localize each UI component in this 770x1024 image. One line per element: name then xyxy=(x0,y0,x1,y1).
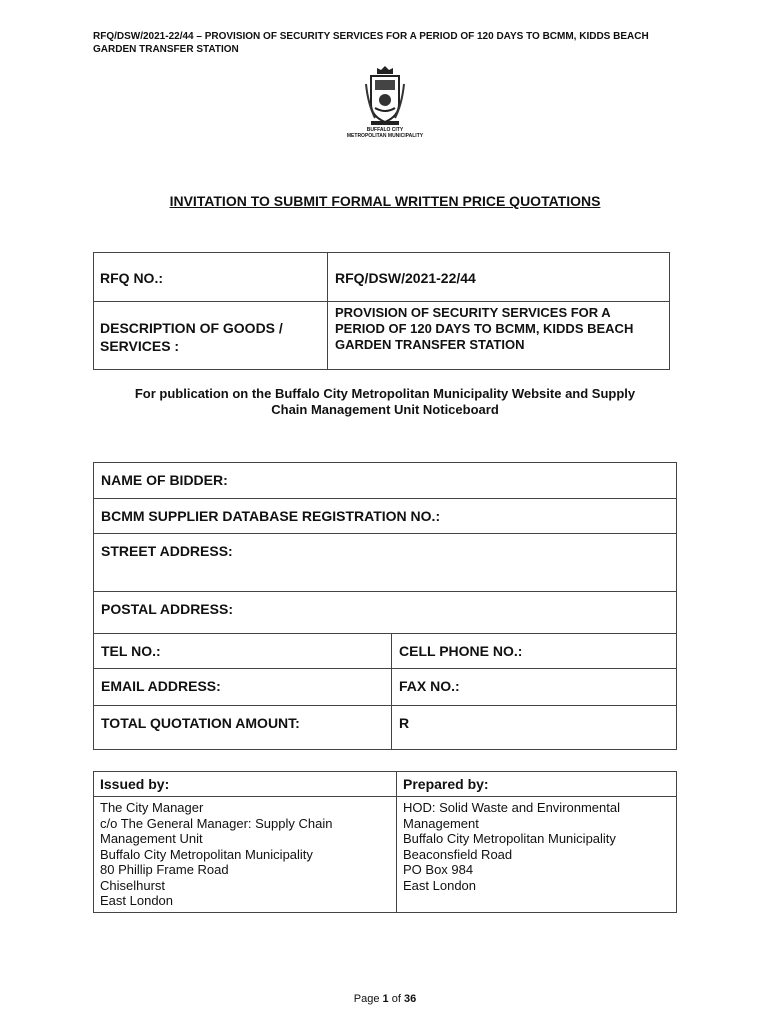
rfq-value: RFQ/DSW/2021-22/44 xyxy=(328,253,670,302)
rfq-table xyxy=(93,252,670,370)
prepared-line: Management xyxy=(403,815,479,831)
issued-line: 80 Phillip Frame Road xyxy=(100,862,229,877)
publication-note xyxy=(93,386,677,418)
issued-line: Buffalo City Metropolitan Municipality xyxy=(100,846,313,862)
issued-by-details xyxy=(94,797,397,913)
page-number xyxy=(0,993,770,1005)
issued-by-header: Issued by: xyxy=(94,772,397,797)
description-value xyxy=(328,302,670,370)
prepared-line: PO Box 984 xyxy=(403,862,474,877)
cell-phone-field[interactable]: CELL PHONE NO.: xyxy=(392,634,677,669)
prepared-by-details xyxy=(397,797,677,913)
description-value-line: PROVISION OF SECURITY SERVICES FOR A xyxy=(335,305,611,320)
postal-address-field[interactable]: POSTAL ADDRESS: xyxy=(94,592,677,634)
header-line-1: RFQ/DSW/2021-22/44 – PROVISION OF SECURITY SERVICES FOR A PERIOD OF 120 DAYS TO BCMM, KIDDS BEACH xyxy=(93,31,649,42)
total-quotation-amount-field[interactable]: R xyxy=(392,706,677,750)
prepared-line: East London xyxy=(403,877,477,893)
total-pages: 36 xyxy=(403,993,417,1005)
logo-text-line-2: METROPOLITAN MUNICIPALITY xyxy=(346,133,424,139)
issued-line: c/o The General Manager: Supply Chain xyxy=(100,815,333,831)
municipal-crest-icon xyxy=(365,64,405,126)
document-header xyxy=(93,30,693,56)
issued-line: The City Manager xyxy=(100,800,204,815)
rfq-label: RFQ NO.: xyxy=(94,253,328,302)
bidder-details-table xyxy=(93,462,677,750)
description-label xyxy=(94,302,328,370)
issued-line: East London xyxy=(100,893,174,908)
header-line-2: GARDEN TRANSFER STATION xyxy=(93,44,239,55)
page-title: INVITATION TO SUBMIT FORMAL WRITTEN PRICE QUOTATIONS xyxy=(169,193,601,209)
logo-text-line-1: BUFFALO CITY xyxy=(366,127,404,133)
description-value-line: GARDEN TRANSFER STATION xyxy=(335,337,525,352)
bidder-name-field[interactable]: NAME OF BIDDER: xyxy=(94,463,677,499)
municipality-logo xyxy=(340,64,430,144)
prepared-line: Beaconsfield Road xyxy=(403,846,513,862)
prepared-line: Buffalo City Metropolitan Municipality xyxy=(403,831,616,846)
email-field[interactable]: EMAIL ADDRESS: xyxy=(94,669,392,706)
publication-line-2: Chain Management Unit Noticeboard xyxy=(271,402,499,417)
publication-line-1: For publication on the Buffalo City Metropolitan Municipality Website and Supply xyxy=(134,386,636,401)
supplier-registration-field[interactable]: BCMM SUPPLIER DATABASE REGISTRATION NO.: xyxy=(94,499,677,534)
street-address-field[interactable]: STREET ADDRESS: xyxy=(94,534,677,592)
description-label-line: SERVICES : xyxy=(100,338,180,354)
current-page: 1 xyxy=(382,993,389,1005)
of-word: of xyxy=(391,993,401,1005)
issued-line: Chiselhurst xyxy=(100,877,166,893)
issued-prepared-table xyxy=(93,771,677,913)
issued-line: Management Unit xyxy=(100,831,203,846)
description-value-line: PERIOD OF 120 DAYS TO BCMM, KIDDS BEACH xyxy=(335,321,634,336)
prepared-by-header: Prepared by: xyxy=(397,772,677,797)
tel-field[interactable]: TEL NO.: xyxy=(94,634,392,669)
description-label-line: DESCRIPTION OF GOODS / xyxy=(100,320,283,336)
page-word: Page xyxy=(353,993,380,1005)
total-quotation-label: TOTAL QUOTATION AMOUNT: xyxy=(94,706,392,750)
prepared-line: HOD: Solid Waste and Environmental xyxy=(403,800,621,815)
fax-field[interactable]: FAX NO.: xyxy=(392,669,677,706)
